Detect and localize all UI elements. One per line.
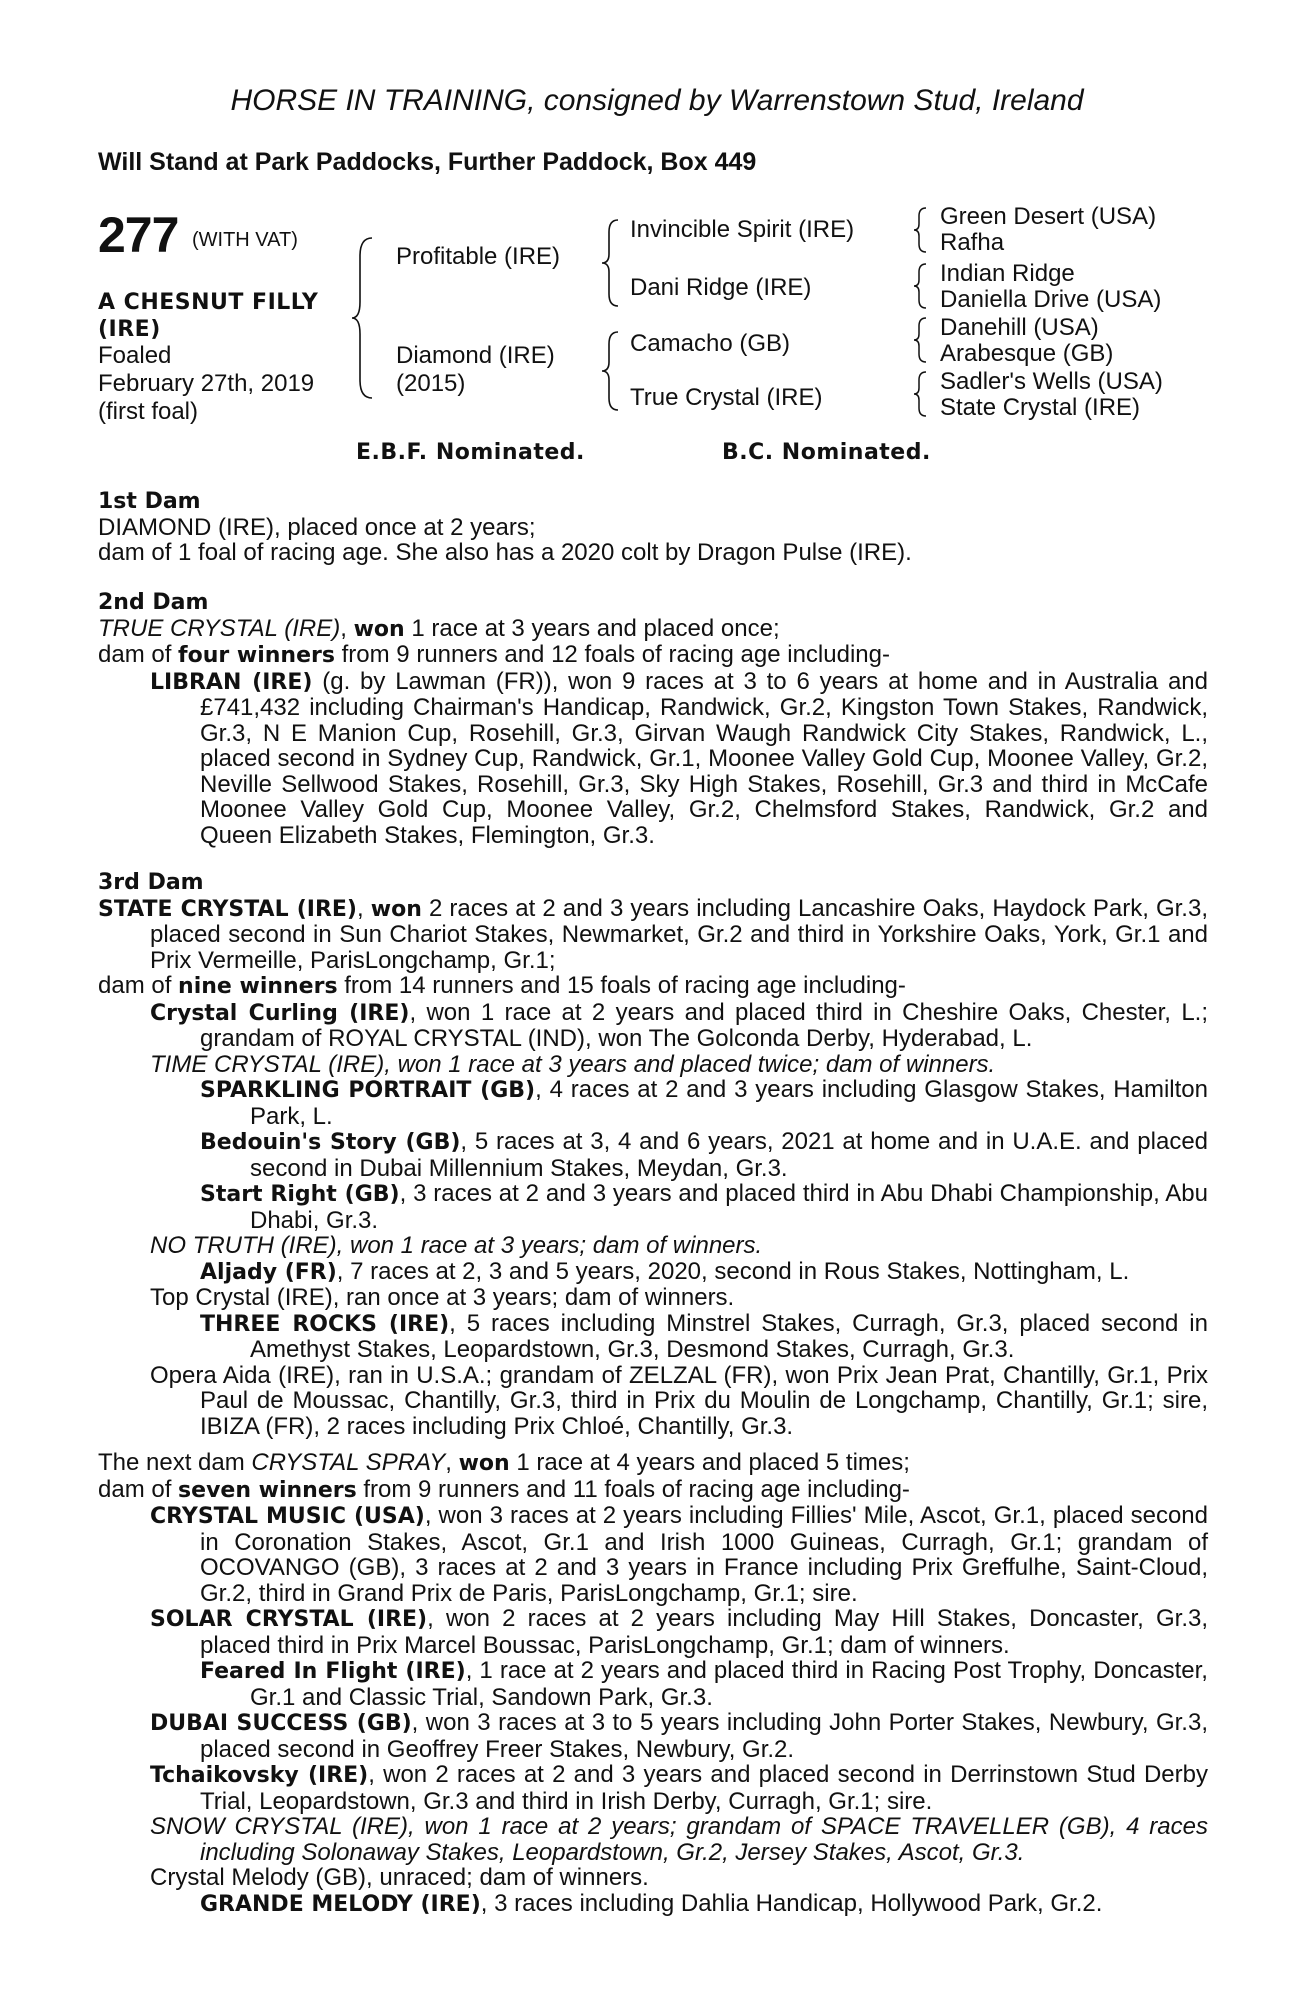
bedouins-story-text: , 5 races at 3, 4 and 6 years, 2021 at home and in U.A.E. and placed second in Dubai Millennium Stakes, Meydan, Gr.3. [250, 1128, 1209, 1182]
no-truth-entry: NO TRUTH (IRE), won 1 race at 3 years; dam of winners. [150, 1232, 763, 1259]
three-rocks-name: THREE ROCKS (IRE) [200, 1311, 450, 1337]
tchaikovsky-entry [98, 1762, 1208, 1814]
bedouins-story-name: Bedouin's Story (GB) [200, 1130, 461, 1155]
vat-note: (WITH VAT) [192, 229, 298, 251]
pedigree-ggs-1: Green Desert (USA) [940, 203, 1157, 230]
pedigree-ggs-3: Indian Ridge [940, 260, 1075, 287]
grande-melody-entry [98, 1891, 1208, 1918]
lot-origin: (IRE) [98, 317, 161, 342]
next-dam-record: 1 race at 4 years and placed 5 times; [509, 1449, 910, 1476]
third-dam-winners: nine winners [178, 974, 338, 999]
pedigree-grandsire-2: Dani Ridge (IRE) [630, 274, 812, 301]
feared-in-flight-text: , 1 race at 2 years and placed third in Racing Post Trophy, Doncaster, Gr.1 and Classic Trial, Sandown Park, Gr.3. [250, 1657, 1208, 1711]
next-dam-section [98, 1450, 1208, 1917]
tchaikovsky-name: Tchaikovsky (IRE) [150, 1763, 369, 1788]
pedigree-ggs-5: Danehill (USA) [940, 314, 1099, 341]
second-dam-foals: from 9 runners and 12 foals of racing age including- [334, 641, 890, 668]
third-dam-heading: 3rd Dam [98, 870, 204, 895]
dubai-success-name: DUBAI SUCCESS (GB) [150, 1711, 412, 1736]
next-dam-name: CRYSTAL SPRAY [251, 1449, 446, 1476]
pedigree-ggs-7: Sadler's Wells (USA) [940, 368, 1163, 395]
next-dam-winners: seven winners [178, 1477, 357, 1503]
sparkling-portrait-entry [98, 1077, 1208, 1129]
ebf-nomination: E.B.F. Nominated. [356, 440, 585, 465]
grande-melody-name: GRANDE MELODY (IRE) [200, 1891, 481, 1917]
pedigree-ggs-4: Daniella Drive (USA) [940, 286, 1162, 313]
first-dam-line-2: dam of 1 foal of racing age. She also has a 2020 colt by Dragon Pulse (IRE). [98, 539, 912, 566]
pedigree-ggs-6: Arabesque (GB) [940, 340, 1114, 367]
pedigree-grandsire-1: Invincible Spirit (IRE) [630, 216, 855, 243]
third-dam-dam-of: dam of [98, 972, 179, 999]
libran-entry [98, 669, 1208, 849]
solar-crystal-name: SOLAR CRYSTAL (IRE) [150, 1607, 428, 1632]
stand-location: Will Stand at Park Paddocks, Further Paddock, Box 449 [98, 148, 757, 176]
pedigree-brace-gs3 [912, 316, 930, 364]
crystal-music-name: CRYSTAL MUSIC (USA) [150, 1504, 425, 1529]
bedouins-story-entry [98, 1129, 1208, 1181]
first-dam-section [98, 489, 1208, 566]
second-dam-heading: 2nd Dam [98, 590, 209, 615]
third-dam-record: STATE CRYSTAL (IRE), won 2 races at 2 and 3 years including Lancashire Oaks, Haydock Park, Gr.3, placed second in Sun Chariot Stakes, Newmarket, Gr.2 and third in Yorkshire Oaks, York, Gr.1 and Prix Vermeille, ParisLongchamp, Gr.1; [98, 894, 1208, 974]
opera-aida-entry: Opera Aida (IRE), ran in U.S.A.; grandam of ZELZAL (FR), won Prix Jean Prat, Chantilly, Gr.1, Prix Paul de Moussac, Chantilly, Gr.3, third in Prix du Moulin de Longchamp, Chantilly, Gr.1; sire, IBIZA (FR), 2 races including Prix Chloé, Chantilly, Gr.3. [150, 1361, 1208, 1440]
crystal-curling-text: , won 1 race at 2 years and placed third in Cheshire Oaks, Chester, L.; grandam of ROYAL CRYSTAL (IND), won The Golconda Derby, Hyderabad, L. [200, 998, 1208, 1052]
pedigree-brace-gs2 [912, 262, 930, 310]
sparkling-portrait-name: SPARKLING PORTRAIT (GB) [200, 1078, 536, 1103]
pedigree-dam: Diamond (IRE) [396, 342, 555, 369]
bc-nomination: B.C. Nominated. [722, 440, 931, 465]
feared-in-flight-name: Feared In Flight (IRE) [200, 1659, 466, 1684]
next-dam-intro [98, 1450, 1208, 1477]
pedigree-ggs-2: Rafha [940, 229, 1005, 256]
third-dam-text: 2 races at 2 and 3 years including Lancashire Oaks, Haydock Park, Gr.3, placed second in Sun Chariot Stakes, Newmarket, Gr.2 and third in Yorkshire Oaks, York, Gr.1 and Prix Vermeille, ParisLongchamp, Gr.1; [150, 894, 1208, 974]
foal-note: (first foal) [98, 398, 199, 425]
libran-text: (g. by Lawman (FR)), won 9 races at 3 to 6 years at home and in Australia and £741,432 including Chairman's Handicap, Randwick, Gr.2, Kingston Town Stakes, Randwick, Gr.3, N E Manion Cup, Rosehill, Gr.3, Girvan Waugh Randwick City Stakes, Randwick, L., placed second in Sydney Cup, Randwick, Gr.1, Moonee Valley Gold Cup, Moonee Valley, Gr.2, Neville Sellwood Stakes, Rosehill, Gr.3, Sky High Stakes, Rosehill, Gr.3 and third in McCafe Moonee Valley Gold Cup, Moonee Valley, Gr.2, Chelmsford Stakes, Randwick, Gr.2 and Queen Elizabeth Stakes, Flemington, Gr.3. [200, 667, 1208, 849]
start-right-name: Start Right (GB) [200, 1182, 400, 1207]
dubai-success-text: , won 3 races at 3 to 5 years including John Porter Stakes, Newbury, Gr.3, placed second in Geoffrey Freer Stakes, Newbury, Gr.2. [200, 1709, 1208, 1763]
three-rocks-entry [98, 1311, 1208, 1363]
third-dam-foals: from 14 runners and 15 foals of racing age including- [337, 972, 906, 999]
second-dam-winners: four winners [178, 643, 335, 668]
solar-crystal-text: , won 2 races at 2 years including May Hill Stakes, Doncaster, Gr.3, placed third in Prix Marcel Boussac, ParisLongchamp, Gr.1; dam of winners. [200, 1605, 1208, 1659]
crystal-music-entry [98, 1503, 1208, 1606]
first-dam-line-1: DIAMOND (IRE), placed once at 2 years; [98, 513, 536, 541]
lot-number: 277 [98, 207, 179, 263]
pedigree-ggs-8: State Crystal (IRE) [940, 394, 1141, 421]
crystal-curling-entry [98, 1000, 1208, 1052]
pedigree-brace-sire [600, 218, 624, 308]
next-dam-dam-of: dam of [98, 1475, 179, 1503]
top-crystal-entry: Top Crystal (IRE), ran once at 3 years; dam of winners. [150, 1284, 735, 1311]
second-dam-name: TRUE CRYSTAL (IRE) [98, 614, 341, 642]
tchaikovsky-text: , won 2 races at 2 and 3 years and placed second in Derrinstown Stud Derby Trial, Leopardstown, Gr.3 and third in Irish Derby, Curragh, Gr.1; sire. [200, 1761, 1208, 1815]
pedigree-brace-gs4 [912, 370, 930, 418]
foal-date: February 27th, 2019 [98, 370, 315, 397]
page-title: HORSE IN TRAINING, consigned by Warrenstown Stud, Ireland [230, 84, 1084, 117]
solar-crystal-entry [98, 1606, 1208, 1658]
three-rocks-text: , 5 races including Minstrel Stakes, Curragh, Gr.3, placed second in Amethyst Stakes, Leopardstown, Gr.3, Desmond Stakes, Curragh, Gr.3. [250, 1309, 1208, 1363]
time-crystal-entry: TIME CRYSTAL (IRE), won 1 race at 3 years and placed twice; dam of winners. [150, 1050, 996, 1078]
first-dam-heading: 1st Dam [98, 489, 201, 514]
third-dam-name: STATE CRYSTAL (IRE) [98, 896, 357, 922]
snow-crystal-entry: SNOW CRYSTAL (IRE), won 1 race at 2 years; grandam of SPACE TRAVELLER (GB), 4 races including Solonaway Stakes, Leopardstown, Gr.2, Jersey Stakes, Ascot, Gr.3. [150, 1813, 1208, 1866]
second-dam-line-2 [98, 642, 1208, 669]
crystal-curling-name: Crystal Curling (IRE) [150, 1000, 410, 1026]
start-right-entry [98, 1181, 1208, 1233]
next-dam-sep: , [445, 1449, 459, 1476]
third-dam-produce [98, 973, 1208, 1000]
second-dam-won: won [353, 616, 405, 642]
crystal-music-text: , won 3 races at 2 years including Fillies' Mile, Ascot, Gr.1, placed second in Coronation Stakes, Ascot, Gr.1 and Irish 1000 Guineas, Curragh, Gr.1; grandam of OCOVANGO (GB), 3 races at 2 and 3 years in France including Prix Greffulhe, Saint-Cloud, Gr.2, third in Grand Prix de Paris, ParisLongchamp, Gr.1; sire. [200, 1502, 1208, 1607]
next-dam-intro-a: The next dam [98, 1449, 252, 1476]
next-dam-won: won [458, 1451, 510, 1476]
pedigree-brace-dam [600, 330, 624, 412]
pedigree-grandsire-3: Camacho (GB) [630, 330, 791, 357]
dubai-success-entry [98, 1710, 1208, 1762]
pedigree-brace-gs1 [912, 206, 930, 254]
aljady-text: , 7 races at 2, 3 and 5 years, 2020, second in Rous Stakes, Nottingham, L. [336, 1257, 1130, 1285]
start-right-text: , 3 races at 2 and 3 years and placed third in Abu Dhabi Championship, Abu Dhabi, Gr.3. [250, 1180, 1208, 1234]
second-dam-line-1: TRUE CRYSTAL (IRE), won 1 race at 3 years and placed once; [98, 614, 780, 642]
lot-description: A CHESNUT FILLY [98, 290, 319, 315]
pedigree-sire: Profitable (IRE) [396, 243, 561, 270]
next-dam-foals: from 9 runners and 11 foals of racing age including- [356, 1475, 910, 1503]
pedigree-brace-main [350, 236, 380, 400]
third-dam-won: won [370, 896, 422, 922]
foaled-label: Foaled [98, 342, 172, 369]
crystal-melody-entry: Crystal Melody (GB), unraced; dam of winners. [150, 1864, 649, 1891]
pedigree-grandsire-4: True Crystal (IRE) [630, 384, 823, 411]
sparkling-portrait-text: , 4 races at 2 and 3 years including Glasgow Stakes, Hamilton Park, L. [250, 1076, 1208, 1130]
second-dam-record: 1 race at 3 years and placed once; [404, 614, 780, 642]
aljady-name: Aljady (FR) [200, 1259, 337, 1285]
libran-name: LIBRAN (IRE) [150, 669, 313, 695]
second-dam-section [98, 590, 1208, 848]
grande-melody-text: , 3 races including Dahlia Handicap, Hollywood Park, Gr.2. [480, 1889, 1103, 1917]
third-dam-section [98, 870, 1208, 1439]
pedigree-dam-year: (2015) [396, 370, 466, 397]
next-dam-produce [98, 1477, 1208, 1504]
aljady-entry [98, 1259, 1208, 1286]
second-dam-dam-of: dam of [98, 641, 179, 668]
feared-in-flight-entry [98, 1658, 1208, 1710]
